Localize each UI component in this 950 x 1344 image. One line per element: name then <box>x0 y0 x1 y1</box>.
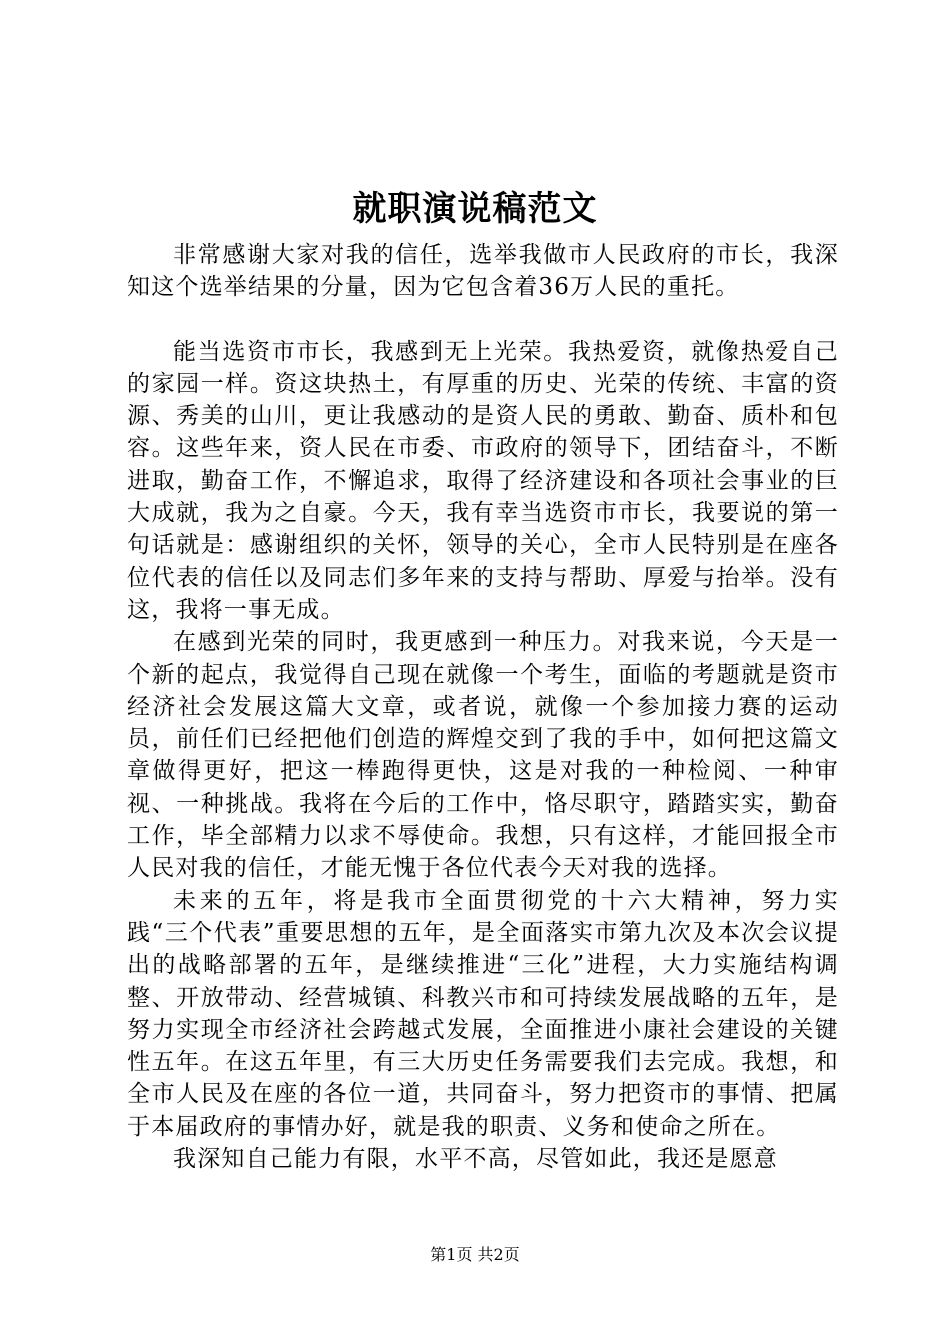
paragraph: 非常感谢大家对我的信任，选举我做市人民政府的市长，我深知这个选举结果的分量，因为它包含着36万人民的重托。 <box>127 242 839 301</box>
paragraph: 能当选资市市长，我感到无上光荣。我热爱资，就像热爱自己的家园一样。资这块热土，有厚重的历史、光荣的传统、丰富的资源、秀美的山川，更让我感动的是资人民的勇敢、勤奋、质朴和包容。这些年来，资人民在市委、市政府的领导下，团结奋斗，不断进取，勤奋工作，不懈追求，取得了经济建设和各项社会事业的巨大成就，我为之自豪。今天，我有幸当选资市市长，我要说的第一句话就是：感谢组织的关怀，领导的关心，全市人民特别是在座各位代表的信任以及同志们多年来的支持与帮助、厚爱与抬举。没有这，我将一事无成。 <box>127 338 839 623</box>
paragraph: 未来的五年，将是我市全面贯彻党的十六大精神，努力实践“三个代表”重要思想的五年，是全面落实市第九次及本次会议提出的战略部署的五年，是继续推进“三化”进程，大力实施结构调整、开放带动、经营城镇、科教兴市和可持续发展战略的五年，是努力实现全市经济社会跨越式发展，全面推进小康社会建设的关键性五年。在这五年里，有三大历史任务需要我们去完成。我想，和全市人民及在座的各位一道，共同奋斗，努力把资市的事情、把属于本届政府的事情办好，就是我的职责、义务和使命之所在。 <box>127 887 839 1140</box>
document-body <box>127 239 839 1175</box>
paragraph: 在感到光荣的同时，我更感到一种压力。对我来说，今天是一个新的起点，我觉得自己现在就像一个考生，面临的考题就是资市经济社会发展这篇大文章，或者说，就像一个参加接力赛的运动员，前任们已经把他们创造的辉煌交到了我的手中，如何把这篇文章做得更好，把这一棒跑得更快，这是对我的一种检阅、一种审视、一种挑战。我将在今后的工作中，恪尽职守，踏踏实实，勤奋工作，毕全部精力以求不辱使命。我想，只有这样，才能回报全市人民对我的信任，才能无愧于各位代表今天对我的选择。 <box>127 629 839 882</box>
paragraph: 我深知自己能力有限，水平不高，尽管如此，我还是愿意 <box>173 1146 778 1173</box>
page-number-footer: 第1页 共2页 <box>430 1245 520 1264</box>
document-title: 就职演说稿范文 <box>352 189 598 229</box>
